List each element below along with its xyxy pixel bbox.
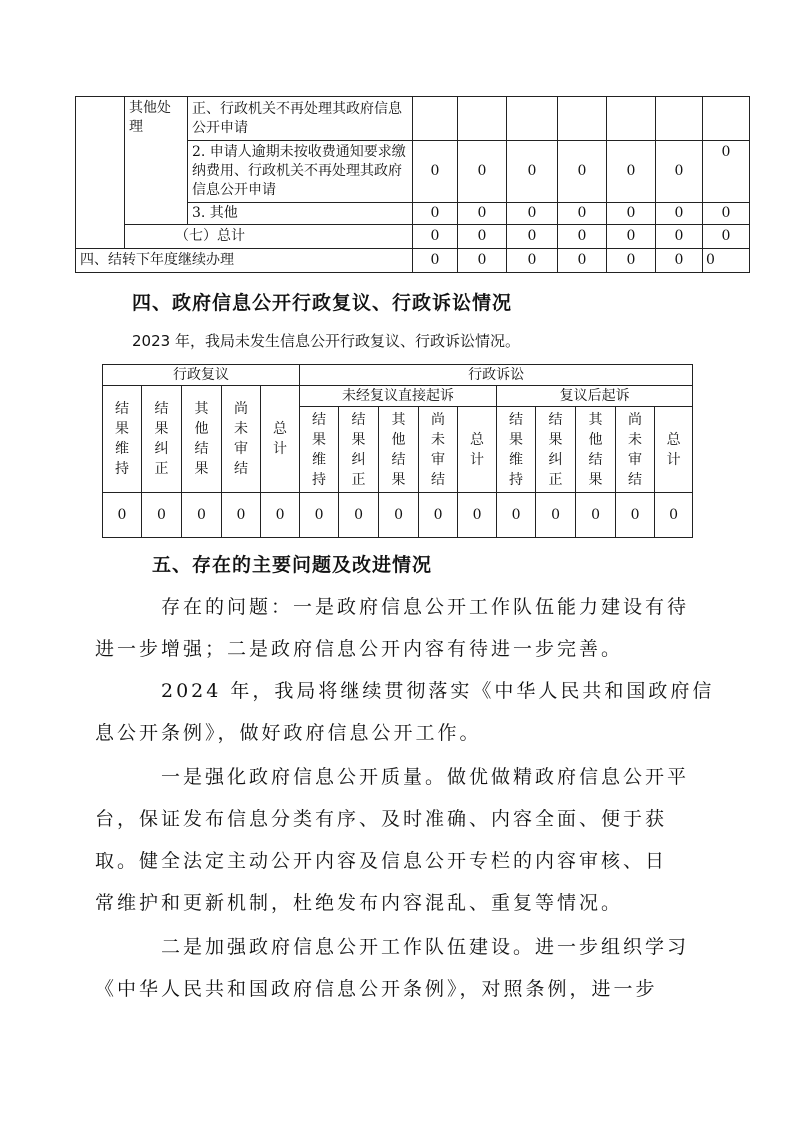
- table1-row-label: 正、行政机关不再处理其政府信息公开申请: [188, 97, 413, 141]
- table2-cell: 0: [182, 493, 222, 538]
- table2-cell: 0: [142, 493, 182, 538]
- table1-cell: 0: [656, 225, 703, 249]
- col-header: 尚 未 审 结: [222, 386, 261, 493]
- table1-cell: 0: [703, 141, 750, 203]
- table1-cell: 0: [703, 249, 750, 273]
- col-header: 结 果 纠 正: [339, 407, 379, 493]
- col-header: 结 果 纠 正: [536, 407, 576, 493]
- table1-cell: 0: [507, 203, 558, 225]
- table1-cell: 0: [607, 225, 656, 249]
- col-header: 结 果 纠 正: [142, 386, 182, 493]
- paragraph-line: 常维护和更新机制，杜绝发布内容混乱、重复等情况。: [95, 892, 624, 914]
- col-header: 总 计: [655, 407, 693, 493]
- application-handling-table: [75, 96, 750, 273]
- table2-cell: 0: [497, 493, 536, 538]
- table2-cell: 0: [379, 493, 419, 538]
- col-header: 尚 未 审 结: [616, 407, 655, 493]
- col-header: 其 他 结 果: [379, 407, 419, 493]
- section5-heading: 五、存在的主要问题及改进情况: [152, 554, 433, 576]
- table1-cell: 0: [656, 203, 703, 225]
- table1-group-label: 其他处理: [125, 97, 188, 225]
- table1-cell: 0: [413, 141, 458, 203]
- paragraph-line: 取。健全法定主动公开内容及信息公开专栏的内容审核、日: [95, 850, 668, 872]
- table1-carryover-label: 四、结转下年度继续办理: [76, 249, 413, 273]
- paragraph-line: 《中华人民共和国政府信息公开条例》，对照条例，进一步: [95, 978, 658, 1000]
- col-header: 结 果 维 持: [300, 407, 339, 493]
- table1-cell: 0: [607, 249, 656, 273]
- table2-cell: 0: [103, 493, 142, 538]
- table1-cell: 0: [413, 203, 458, 225]
- table1-cell: 0: [558, 203, 607, 225]
- table2-cell: 0: [576, 493, 616, 538]
- table2-cell: 0: [458, 493, 497, 538]
- table1-cell: 0: [703, 203, 750, 225]
- table2-cell: 0: [655, 493, 693, 538]
- table2-cell: 0: [419, 493, 458, 538]
- table1-cell: 0: [507, 141, 558, 203]
- table2-cell: 0: [339, 493, 379, 538]
- table1-cell: 0: [607, 141, 656, 203]
- col-header: 尚 未 审 结: [419, 407, 458, 493]
- table1-cell: 0: [703, 225, 750, 249]
- review-litigation-table: [102, 364, 693, 538]
- section4-intro: 2023 年，我局未发生信息公开行政复议、行政诉讼情况。: [132, 332, 520, 350]
- table2-cell: 0: [261, 493, 300, 538]
- table2-cell: 0: [300, 493, 339, 538]
- col-header: 结 果 维 持: [497, 407, 536, 493]
- table1-cell: 0: [607, 203, 656, 225]
- table1-cell: 0: [656, 141, 703, 203]
- direct-suit-header: 未经复议直接起诉: [300, 386, 497, 407]
- paragraph-quality: [95, 756, 715, 924]
- problems-lead: 存在的问题：: [161, 596, 294, 618]
- paragraph-problems: [95, 586, 715, 670]
- table1-cell: 0: [458, 141, 507, 203]
- table1-blank-cell: [76, 97, 125, 249]
- paragraph-team: [95, 926, 715, 1010]
- col-header: 总 计: [458, 407, 497, 493]
- table1-cell: 0: [558, 225, 607, 249]
- paragraph-line: 2024 年，我局将继续贯彻落实《中华人民共和国政府信: [161, 680, 715, 702]
- table1-cell: 0: [458, 203, 507, 225]
- table1-cell: 0: [413, 249, 458, 273]
- table2-cell: 0: [536, 493, 576, 538]
- table1-cell: 0: [507, 225, 558, 249]
- table1-cell: 0: [656, 249, 703, 273]
- table1-cell: 0: [413, 225, 458, 249]
- paragraph-line: 一是政府信息公开工作队伍能力建设有待: [293, 596, 690, 618]
- col-header: 总 计: [261, 386, 300, 493]
- paragraph-line: 台，保证发布信息分类有序、及时准确、内容全面、便于获: [95, 808, 668, 830]
- table2-cell: 0: [616, 493, 655, 538]
- paragraph-line: 二是加强政府信息公开工作队伍建设。进一步组织学习: [161, 936, 690, 958]
- section4-heading: 四、政府信息公开行政复议、行政诉讼情况: [132, 292, 513, 314]
- paragraph-line: 进一步增强；二是政府信息公开内容有待进一步完善。: [95, 638, 624, 660]
- table1-cell: 0: [507, 249, 558, 273]
- col-header: 结 果 维 持: [103, 386, 142, 493]
- col-header: 其 他 结 果: [576, 407, 616, 493]
- table1-cell: 0: [458, 225, 507, 249]
- table1-row-label: 3. 其他: [188, 203, 413, 225]
- table1-row-label: 2. 申请人逾期未按收费通知要求缴纳费用、行政机关不再处理其政府信息公开申请: [188, 141, 413, 203]
- col-header: 其 他 结 果: [182, 386, 222, 493]
- table2-cell: 0: [222, 493, 261, 538]
- table1-cell: 0: [558, 141, 607, 203]
- review-header: 行政复议: [103, 365, 300, 386]
- paragraph-2024-plan: [95, 670, 715, 754]
- paragraph-line: 息公开条例》，做好政府信息公开工作。: [95, 722, 482, 744]
- litigation-header: 行政诉讼: [300, 365, 693, 386]
- table1-total-label: （七）总计: [125, 225, 413, 249]
- table1-cell: 0: [458, 249, 507, 273]
- table1-cell: 0: [558, 249, 607, 273]
- after-review-header: 复议后起诉: [497, 386, 693, 407]
- paragraph-line: 一是强化政府信息公开质量。做优做精政府信息公开平: [161, 766, 690, 788]
